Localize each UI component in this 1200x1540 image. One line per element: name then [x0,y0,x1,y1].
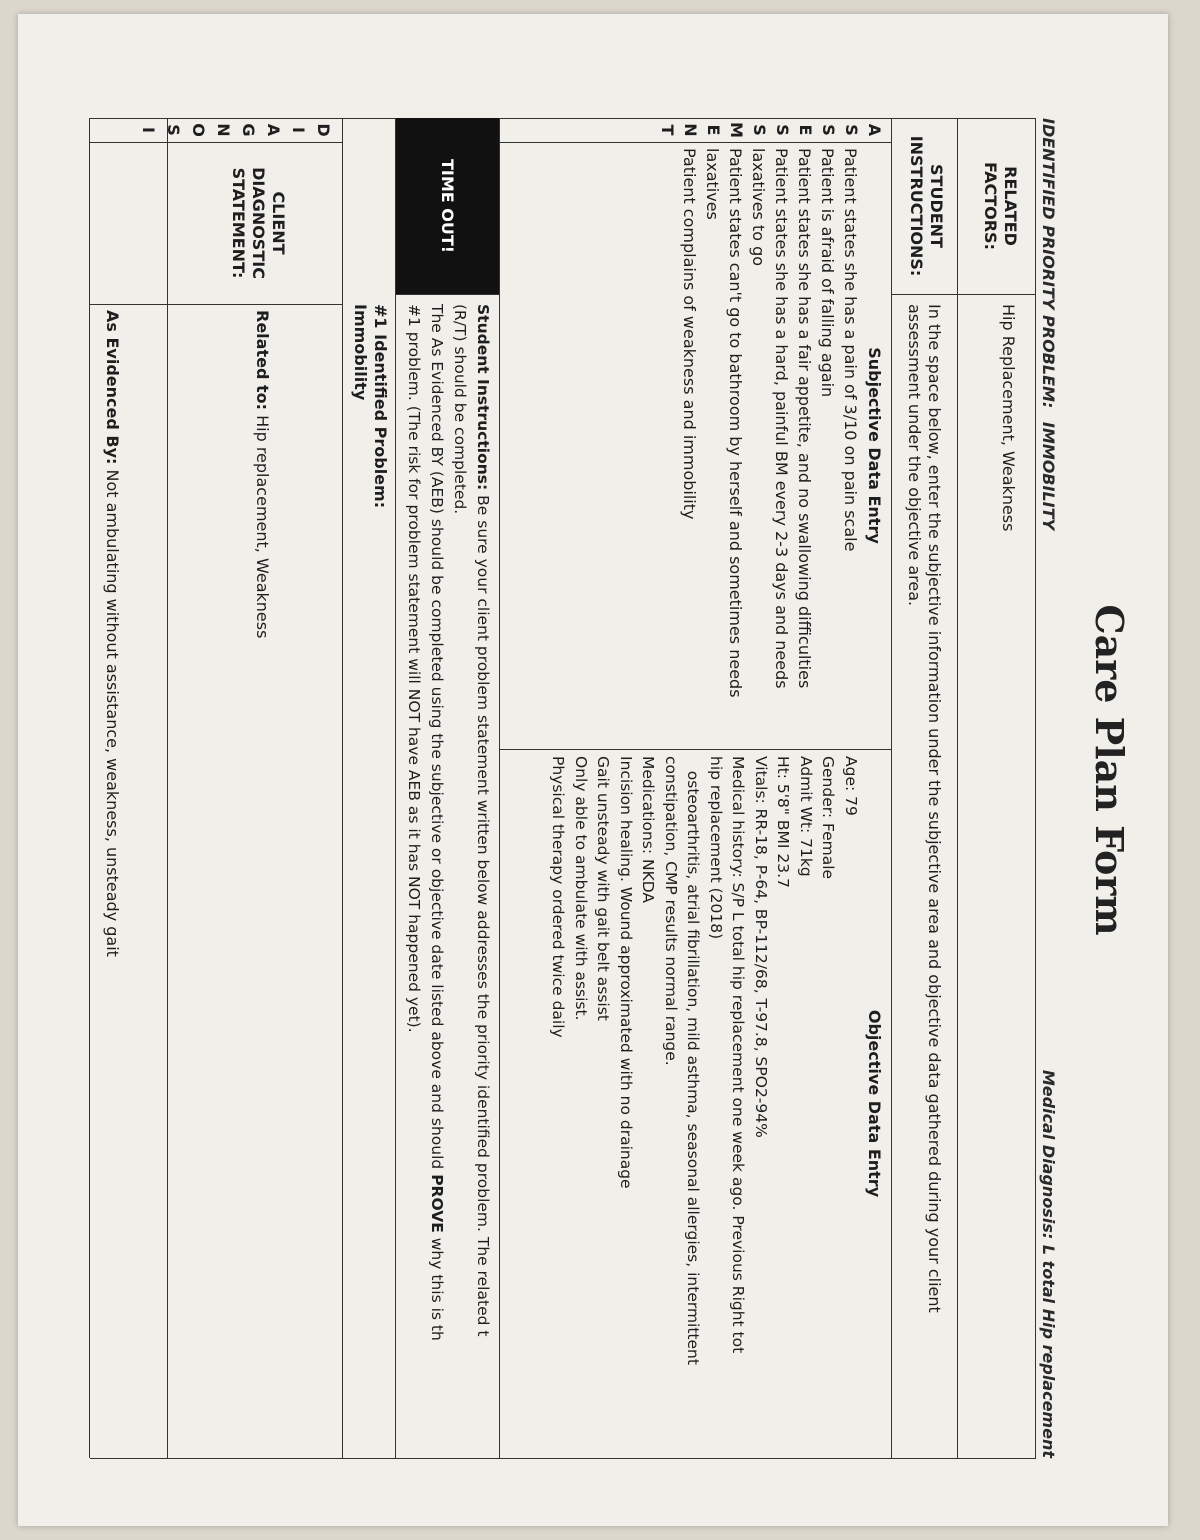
table-top-border [1035,118,1036,1458]
objective-line: Medical history: S/P L total hip replacement one week ago. Previous Right tot [729,756,748,1354]
timeout-divider [396,294,500,295]
timeout-banner: TIME OUT! [396,118,499,294]
statement-label-divider [90,304,343,305]
identified-problem: #1 Identified Problem: Immobility [351,304,390,509]
subjective-line: Patient states she has a pain of 3/10 on pain scale [841,148,860,552]
row-divider [342,118,343,1458]
objective-line: Vitals: RR-18, P-64, BP-112/68, T-97.8, SPO2-94% [752,756,770,1138]
subjective-objective-divider [500,749,892,750]
student-instructions-text: In the space below, enter the subjective information under the subjective area and objective data gathered during your client assessment under the objective area. [905,304,944,1313]
subjective-line: Patient states she has a fair appetite, and no swallowing difficulties [795,148,814,689]
related-factors-value: Hip Replacement, Weakness [999,304,1018,532]
acrostic-column-divider [500,142,892,143]
medical-diagnosis-value: L total Hip replacement [1039,1244,1058,1458]
objective-line: Gender: Female [819,756,838,880]
objective-line: osteoarthritis, atrial fibrillation, mild asthma, seasonal allergies, intermittent [684,756,703,1365]
subjective-heading: Subjective Data Entry [865,347,884,544]
objective-line: Gait unsteady with gait belt assist [594,756,613,1021]
subjective-line: Patient states can't go to bathroom by herself and sometimes needs [726,148,745,698]
row-divider [957,118,958,1458]
subjective-line: Patient is afraid of falling again [818,148,837,398]
objective-line: Admit Wt: 71kg [797,756,815,877]
related-factors-label: RELATED FACTORS: [981,162,1020,250]
table-right-border [90,1458,1036,1459]
row-divider [499,118,500,1458]
objective-line: hip replacement (2018) [707,756,725,940]
acrostic-column-divider [90,142,343,143]
paper-sheet [18,14,1168,1526]
row-divider [167,118,168,1458]
subjective-line: laxatives to go [749,148,768,267]
identified-problem-value: Immobility [351,304,370,401]
as-evidenced-by-statement: As Evidenced By: Not ambulating without assistance, weakness, unsteady gait [103,310,122,957]
client-statement-label: CLIENT DIAGNOSTIC STATEMENT: [229,167,288,279]
problem-header-row [1039,118,1058,1458]
student-instructions-label: STUDENT INSTRUCTIONS: [907,135,946,277]
medical-diagnosis-label: Medical Diagnosis: [1039,1069,1058,1240]
diagnosis-acrostic: D I A G N O S I [139,123,333,137]
timeout-instructions: Student Instructions: Be sure your client problem statement written below addresses the priority identified problem. The related t (R/T) should be completed. The As Evidenced BY (AEB) should be completed using the subjective or objective date listed above and should PROVE why this is th #1 problem. (The risk for problem statement will NOT have AEB as it has NOT happened yet). [405,304,492,1341]
medical-diagnosis [1039,1070,1058,1458]
objective-line: Medications: NKDA [639,756,658,904]
priority-problem-value: IMMOBILITY [1039,421,1058,531]
objective-line: Age: 79 [842,756,860,816]
objective-data-list [547,756,862,1365]
row-divider [395,118,396,1458]
label-column-divider [892,294,1036,295]
table-left-border [90,118,1036,119]
objective-heading: Objective Data Entry [865,1009,884,1198]
form-title: Care Plan Form [1087,604,1132,936]
related-to-statement: Related to: Hip replacement, Weakness [253,310,272,639]
objective-line: Incision healing. Wound approximated with no drainage [617,756,635,1189]
objective-line: constipation, CMP results normal range. [662,756,680,1066]
objective-line: Only able to ambulate with assist. [572,756,590,1021]
assessment-acrostic: A S S E S S M E N T [658,122,884,138]
priority-problem-label: IDENTIFIED PRIORITY PROBLEM: [1039,118,1058,409]
subjective-line: Patient states she has a hard, painful BM every 2-3 days and needs [772,148,791,689]
objective-line: Ht: 5'8" BMI 23.7 [774,756,793,888]
table-bottom-border [89,118,90,1458]
objective-line: Physical therapy ordered twice daily [549,756,568,1038]
subjective-data-list [678,148,862,698]
subjective-line: Patient complains of weakness and immobility [680,148,699,520]
subjective-line: laxatives [703,148,722,220]
care-plan-form [18,14,1168,1526]
row-divider [891,118,892,1458]
